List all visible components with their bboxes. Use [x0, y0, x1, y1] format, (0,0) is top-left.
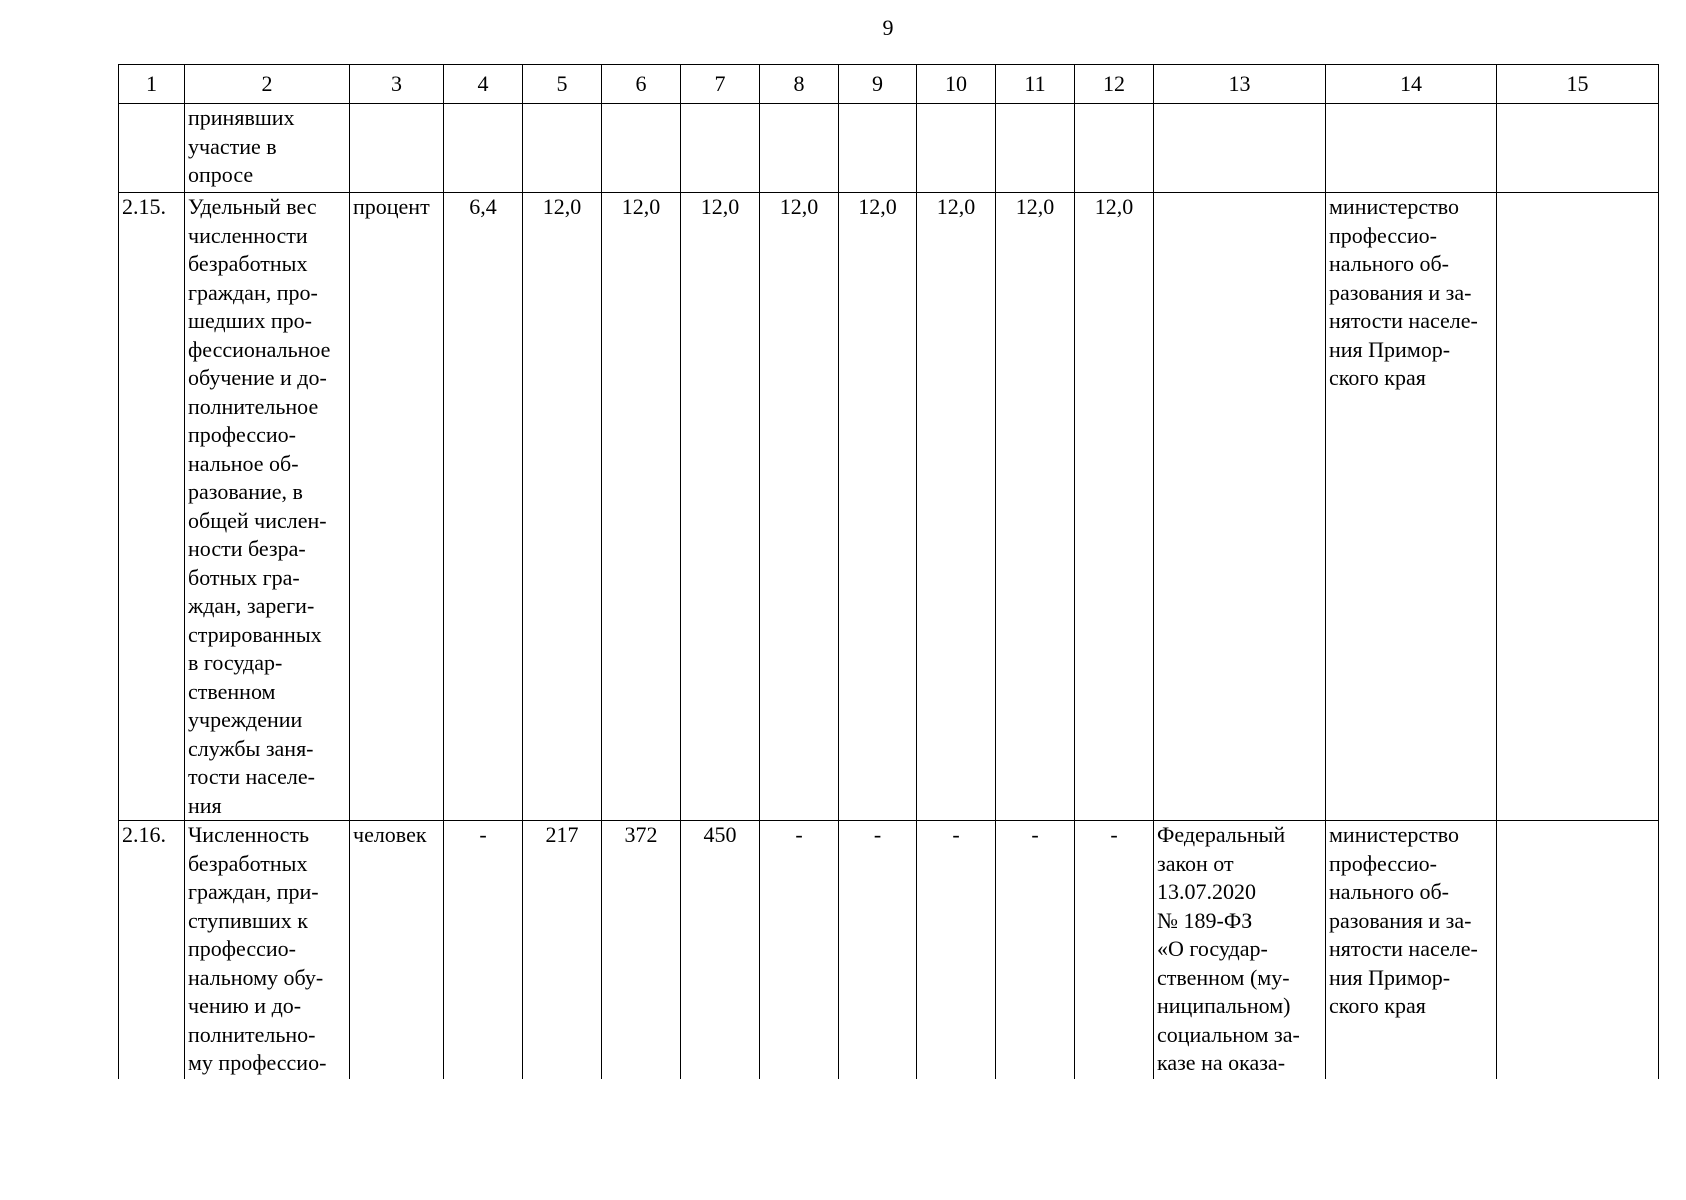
value-cell — [917, 104, 996, 193]
value-cell: 12,0 — [996, 193, 1075, 821]
value-cell — [523, 104, 602, 193]
row-number — [119, 104, 185, 193]
value-cell: - — [760, 821, 839, 1080]
row-number: 2.15. — [119, 193, 185, 821]
indicator-name — [185, 821, 350, 1080]
value-cell: 217 — [523, 821, 602, 1080]
table-row — [119, 821, 1659, 1080]
column-header: 9 — [839, 65, 917, 104]
indicator-name-text: Численность безработных граждан, при- ступивших к профессио- нальному обу- чению и до- полнительно- му профессио- — [188, 822, 327, 1075]
value-cell — [444, 104, 523, 193]
responsible-cell — [1326, 193, 1497, 821]
value-cell — [839, 104, 917, 193]
column-header: 12 — [1075, 65, 1154, 104]
note-cell — [1497, 821, 1659, 1080]
indicator-name-text: принявших участие в опросе — [188, 105, 295, 187]
column-header: 2 — [185, 65, 350, 104]
basis-cell — [1154, 104, 1326, 193]
column-header: 4 — [444, 65, 523, 104]
value-cell — [996, 104, 1075, 193]
column-header: 8 — [760, 65, 839, 104]
unit-cell — [350, 104, 444, 193]
indicator-name — [185, 104, 350, 193]
table-row — [119, 193, 1659, 821]
unit-cell: человек — [350, 821, 444, 1080]
indicator-name-text: Удельный вес численности безработных граждан, про- шедших про- фессиональное обучение и до- полнительное профессио- нальное об- разование, в общей числен- ности безра- ботных гра- ждан, зареги- стрированных в государ- ственном учреждении службы заня- тости населе- ния — [188, 194, 331, 818]
value-cell: 12,0 — [681, 193, 760, 821]
value-cell: 12,0 — [602, 193, 681, 821]
column-header: 13 — [1154, 65, 1326, 104]
indicator-name — [185, 193, 350, 821]
column-header: 5 — [523, 65, 602, 104]
column-header: 14 — [1326, 65, 1497, 104]
indicators-table — [118, 64, 1659, 1079]
unit-cell: процент — [350, 193, 444, 821]
column-header: 3 — [350, 65, 444, 104]
value-cell: - — [839, 821, 917, 1080]
value-cell: 12,0 — [760, 193, 839, 821]
basis-cell — [1154, 821, 1326, 1080]
row-number: 2.16. — [119, 821, 185, 1080]
note-cell — [1497, 104, 1659, 193]
value-cell: - — [917, 821, 996, 1080]
value-cell: 12,0 — [917, 193, 996, 821]
value-cell: 372 — [602, 821, 681, 1080]
column-number-row — [119, 65, 1659, 104]
note-cell — [1497, 193, 1659, 821]
column-header: 7 — [681, 65, 760, 104]
value-cell: - — [444, 821, 523, 1080]
responsible-cell — [1326, 821, 1497, 1080]
column-header: 6 — [602, 65, 681, 104]
value-cell: - — [996, 821, 1075, 1080]
value-cell — [760, 104, 839, 193]
page-number: 9 — [882, 15, 894, 40]
value-cell: 6,4 — [444, 193, 523, 821]
basis-cell — [1154, 193, 1326, 821]
column-header: 10 — [917, 65, 996, 104]
value-cell: 12,0 — [839, 193, 917, 821]
value-cell: 12,0 — [523, 193, 602, 821]
value-cell: 450 — [681, 821, 760, 1080]
value-cell: - — [1075, 821, 1154, 1080]
table-row — [119, 104, 1659, 193]
value-cell — [681, 104, 760, 193]
column-header: 11 — [996, 65, 1075, 104]
column-header: 1 — [119, 65, 185, 104]
value-cell — [1075, 104, 1154, 193]
responsible-cell — [1326, 104, 1497, 193]
basis-text: Федеральный закон от 13.07.2020 № 189-ФЗ «О государ- ственном (му- ниципальном) социальном за- казе на оказа- — [1157, 822, 1300, 1075]
value-cell: 12,0 — [1075, 193, 1154, 821]
responsible-text: министерство профессио- нального об- разования и за- нятости населе- ния Примор- ского края — [1329, 194, 1478, 390]
value-cell — [602, 104, 681, 193]
column-header: 15 — [1497, 65, 1659, 104]
responsible-text: министерство профессио- нального об- разования и за- нятости населе- ния Примор- ского края — [1329, 822, 1478, 1018]
